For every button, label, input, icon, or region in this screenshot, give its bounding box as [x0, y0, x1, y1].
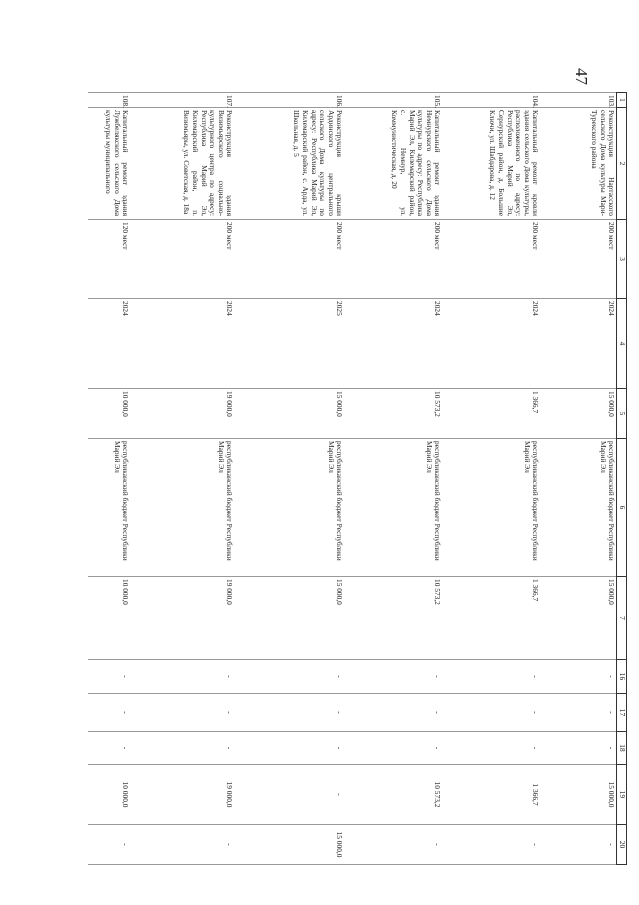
amount-col-20: - [344, 825, 442, 865]
amount-col-20: - [88, 825, 130, 865]
table-body [88, 93, 617, 865]
year: 2024 [88, 299, 130, 389]
row-number: 103. [540, 93, 617, 108]
amount-col-7: 1 366,7 [442, 577, 540, 660]
funding-source: республиканский бюджет Республики Марий Эл [540, 439, 617, 577]
amount-col-19: 19 000,0 [130, 765, 234, 825]
object-name: Реконструкция здания Визимьярского социально-культурного центра по адресу: Республика Марий Эл, Килемарский район, п. Визимьяры, ул. Советская, д. 18а [130, 108, 234, 220]
amount-col-17: - [88, 694, 130, 732]
amount-col-7: 10 573,2 [344, 577, 442, 660]
col-header-6: 6 [617, 439, 627, 577]
total-amount: 19 000,0 [130, 389, 234, 439]
row-number: 108. [88, 93, 130, 108]
col-header-2: 2 [617, 108, 627, 220]
rotated-table-sheet [104, 92, 627, 864]
funding-source: республиканский бюджет Республики Марий Эл [130, 439, 234, 577]
object-name: Капитальный ремонт здания Немнурского сельского Дома культуры по адресу: Республика Марий Эл, Килемарский район, с. Немнур, ул. Коммунистическая, д. 20 [344, 108, 442, 220]
col-header-20: 20 [617, 825, 627, 865]
year: 2024 [344, 299, 442, 389]
amount-col-18: - [88, 732, 130, 765]
program-table [88, 92, 627, 865]
total-amount: 1 366,7 [442, 389, 540, 439]
row-number: 104. [442, 93, 540, 108]
row-number: 107. [130, 93, 234, 108]
year: 2024 [442, 299, 540, 389]
object-name: Реконструкция крыши Ардинского центрального сельского Дома культуры по адресу: Республика Марий Эл, Килемарский район, с. Арда, ул. Школьная, д. 5 [234, 108, 344, 220]
amount-col-16: - [234, 660, 344, 694]
year: 2024 [130, 299, 234, 389]
amount-col-16: - [130, 660, 234, 694]
amount-col-19: - [234, 765, 344, 825]
col-header-17: 17 [617, 694, 627, 732]
col-header-7: 7 [617, 577, 627, 660]
capacity: 200 мест [540, 220, 617, 299]
total-amount: 15 000,0 [234, 389, 344, 439]
row-number: 106. [234, 93, 344, 108]
amount-col-7: 19 000,0 [130, 577, 234, 660]
total-amount: 10 573,2 [344, 389, 442, 439]
amount-col-16: - [540, 660, 617, 694]
page-number: 47 [572, 68, 591, 85]
col-header-19: 19 [617, 765, 627, 825]
amount-col-7: 15 000,0 [540, 577, 617, 660]
funding-source: республиканский бюджет Республики Марий Эл [344, 439, 442, 577]
amount-col-17: - [442, 694, 540, 732]
amount-col-17: - [344, 694, 442, 732]
amount-col-17: - [130, 694, 234, 732]
amount-col-18: - [130, 732, 234, 765]
capacity: 200 мест [442, 220, 540, 299]
amount-col-16: - [442, 660, 540, 694]
amount-col-19: 10 000,0 [88, 765, 130, 825]
amount-col-16: - [344, 660, 442, 694]
amount-col-19: 1 366,7 [442, 765, 540, 825]
col-header-18: 18 [617, 732, 627, 765]
year: 2025 [234, 299, 344, 389]
col-header-1: 1 [617, 93, 627, 108]
amount-col-7: 15 000,0 [234, 577, 344, 660]
total-amount: 15 000,0 [540, 389, 617, 439]
amount-col-20: - [540, 825, 617, 865]
funding-source: республиканский бюджет Республики Марий Эл [88, 439, 130, 577]
amount-col-18: - [540, 732, 617, 765]
row-number: 105. [344, 93, 442, 108]
amount-col-18: - [344, 732, 442, 765]
amount-col-19: 10 573,2 [344, 765, 442, 825]
col-header-5: 5 [617, 389, 627, 439]
amount-col-20: - [442, 825, 540, 865]
capacity: 120 мест [88, 220, 130, 299]
capacity: 200 мест [130, 220, 234, 299]
col-header-16: 16 [617, 660, 627, 694]
amount-col-20: 15 000,0 [234, 825, 344, 865]
amount-col-7: 10 000,0 [88, 577, 130, 660]
table-row [234, 93, 344, 865]
funding-source: республиканский бюджет Республики Марий Эл [234, 439, 344, 577]
table-row [344, 93, 442, 865]
col-header-3: 3 [617, 220, 627, 299]
amount-col-20: - [130, 825, 234, 865]
capacity: 200 мест [344, 220, 442, 299]
object-name: Капитальный ремонт здания Лужбелякского сельского Дома культуры муниципального [88, 108, 130, 220]
table-row [88, 93, 130, 865]
amount-col-18: - [234, 732, 344, 765]
amount-col-16: - [88, 660, 130, 694]
object-name: Капитальный ремонт кровли здания сельского Дома культуры, расположенного по адресу: Республика Марий Эл, Сернурский район, д. Большие Ключи, ул. Шабдарова, д. 12 [442, 108, 540, 220]
total-amount: 10 000,0 [88, 389, 130, 439]
funding-source: республиканский бюджет Республики Марий Эл [442, 439, 540, 577]
table-row [442, 93, 540, 865]
table-row [540, 93, 617, 865]
amount-col-17: - [540, 694, 617, 732]
amount-col-18: - [442, 732, 540, 765]
capacity: 200 мест [234, 220, 344, 299]
amount-col-17: - [234, 694, 344, 732]
year: 2024 [540, 299, 617, 389]
object-name: Реконструкция Нартасского сельского Дома культуры Мари-Турекского района [540, 108, 617, 220]
header-row [617, 93, 627, 865]
table-row [130, 93, 234, 865]
amount-col-19: 15 000,0 [540, 765, 617, 825]
col-header-4: 4 [617, 299, 627, 389]
